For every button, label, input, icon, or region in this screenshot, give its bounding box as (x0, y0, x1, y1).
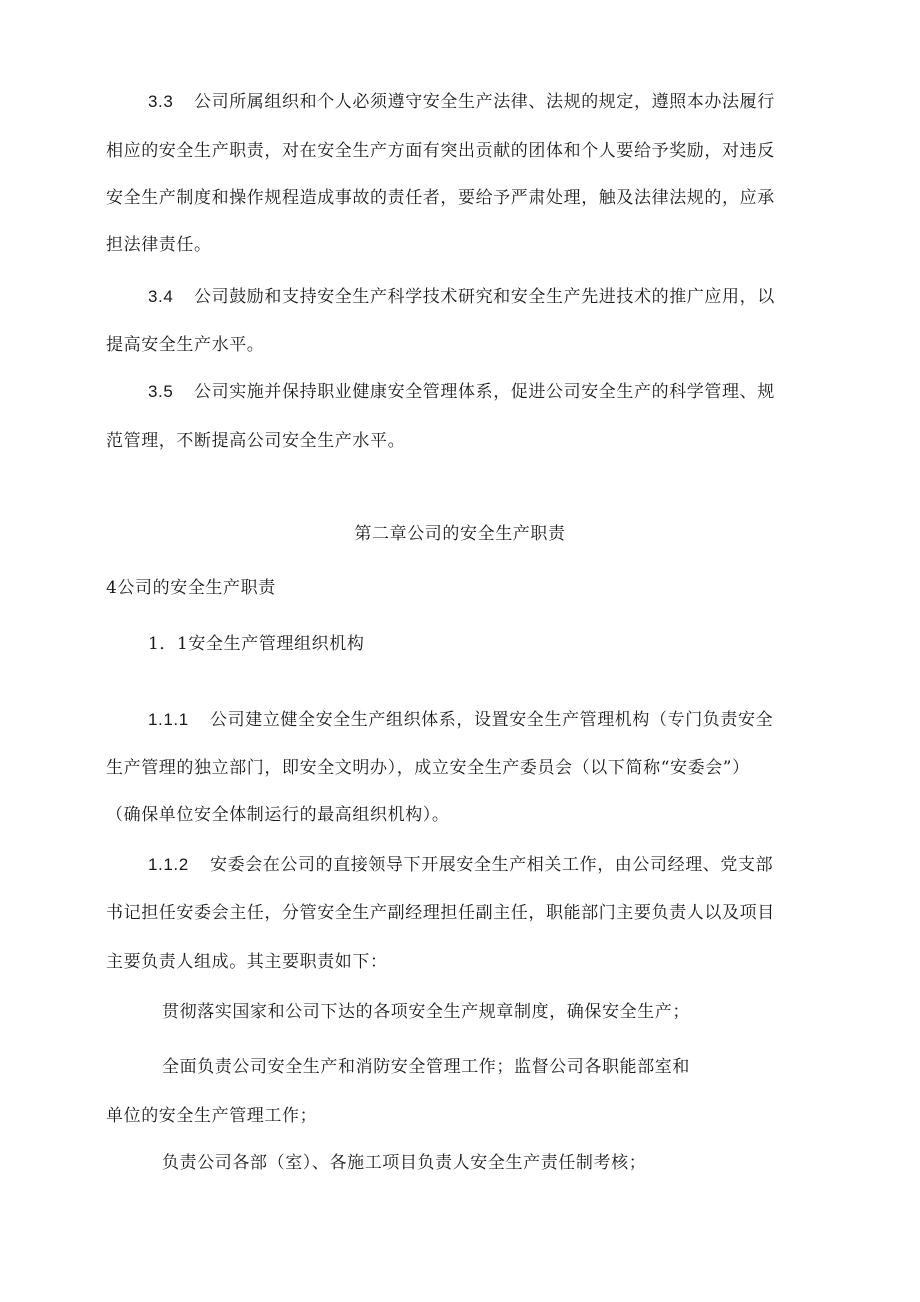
para-number: 3.5 (148, 382, 174, 401)
para-number: 1.1.2 (148, 855, 189, 874)
para-1-1-2-line-3: 主要负责人组成。其主要职责如下： (106, 952, 388, 972)
para-3-3-line-2: 相应的安全生产职责，对在安全生产方面有突出贡献的团体和个人要给予奖励，对违反 (106, 141, 775, 161)
duty-item-2-line-2: 单位的安全生产管理工作； (106, 1106, 318, 1126)
para-number: 3.3 (148, 92, 174, 111)
chapter-title: 第二章公司的安全生产职责 (354, 524, 566, 544)
para-1-1-1-line-1 (148, 708, 773, 732)
duty-item-2-line-1: 全面负责公司安全生产和消防安全管理工作；监督公司各职能部室和 (162, 1057, 690, 1077)
para-3-3-line-3: 安全生产制度和操作规程造成事故的责任者，要给予严肃处理，触及法律法规的，应承 (106, 188, 775, 208)
para-1-1-2-line-2: 书记担任安委会主任，分管安全生产副经理担任副主任，职能部门主要负责人以及项目 (106, 903, 775, 923)
para-text: 公司建立健全安全生产组织体系，设置安全生产管理机构（专门负责安全 (210, 710, 774, 730)
section-1-1-heading: 1．1安全生产管理组织机构 (148, 634, 365, 654)
para-3-3-line-1 (148, 90, 775, 114)
para-number: 1.1.1 (148, 710, 189, 729)
para-3-4-line-2: 提高安全生产水平。 (106, 335, 265, 355)
para-1-1-1-line-2: 生产管理的独立部门，即安全文明办），成立安全生产委员会（以下简称“安委会”） (106, 758, 750, 778)
para-text: 公司实施并保持职业健康安全管理体系，促进公司安全生产的科学管理、规 (194, 382, 775, 402)
para-3-3-line-4: 担法律责任。 (106, 235, 212, 255)
para-text: 公司所属组织和个人必须遵守安全生产法律、法规的规定，遵照本办法履行 (194, 92, 775, 112)
para-number: 3.4 (148, 287, 174, 306)
duty-item-3: 负责公司各部（室）、各施工项目负责人安全生产责任制考核； (162, 1153, 647, 1173)
duty-item-1: 贯彻落实国家和公司下达的各项安全生产规章制度，确保安全生产； (162, 1002, 690, 1022)
section-4-heading: 4公司的安全生产职责 (106, 578, 276, 598)
para-text: 公司鼓励和支持安全生产科学技术研究和安全生产先进技术的推广应用，以 (194, 287, 775, 307)
para-3-4-line-1 (148, 285, 775, 309)
para-1-1-2-line-1 (148, 853, 773, 877)
para-text: 安委会在公司的直接领导下开展安全生产相关工作，由公司经理、党支部 (210, 855, 774, 875)
para-1-1-1-line-3: （确保单位安全体制运行的最高组织机构）。 (106, 805, 450, 825)
para-3-5-line-2: 范管理，不断提高公司安全生产水平。 (106, 431, 406, 451)
para-3-5-line-1 (148, 380, 775, 404)
